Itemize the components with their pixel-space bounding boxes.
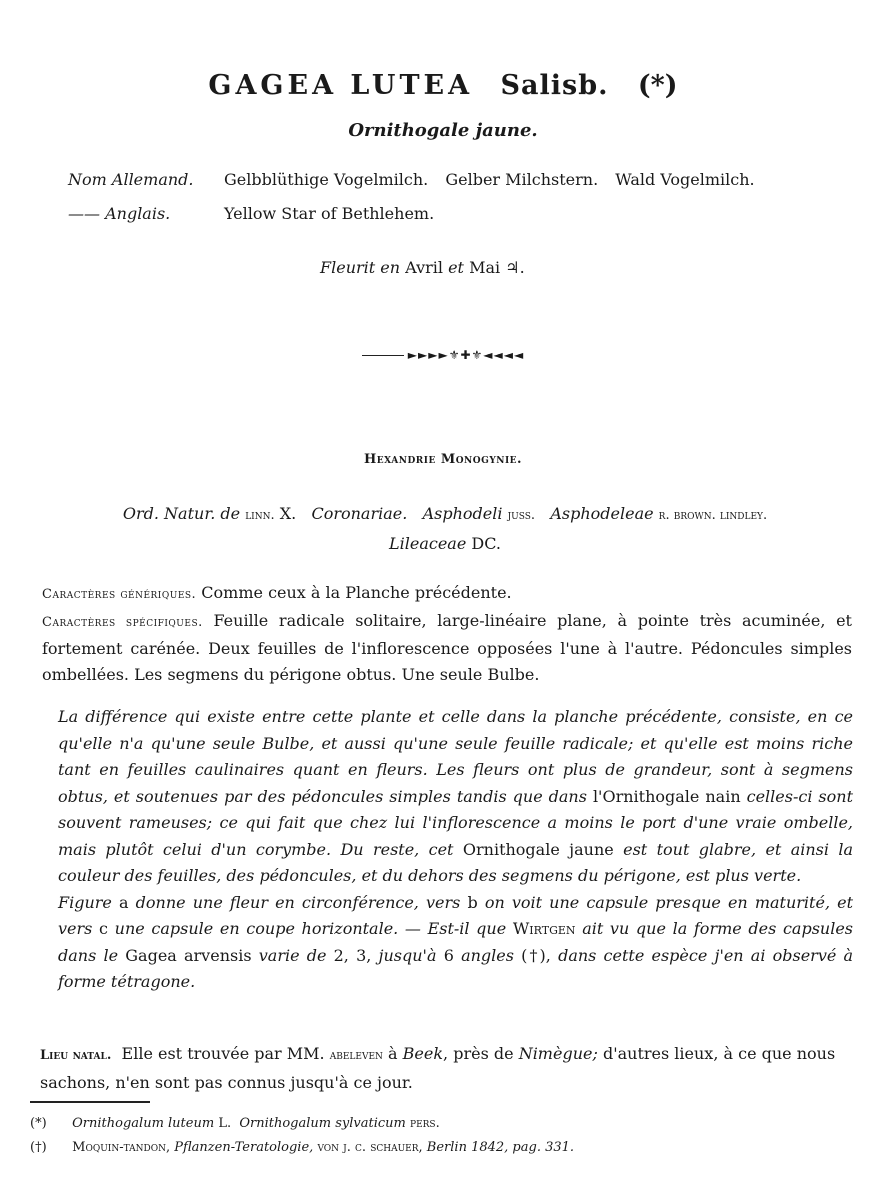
desc-text: celles-ci sont souvent rameuses; ce qui fait que chez lui l'inflorescence a moins le port d'une vraie ombelle, mais plutôt celui d'un corymbe. Du reste, cet [58,786,853,859]
footnote [30,1136,850,1160]
fig-text: dans cette espèce j'en ai observé à forme tétragone. [58,945,854,991]
fig-letter: c [99,919,108,938]
generic-label: Caractères génériques. [42,587,197,602]
footnote-ref: (†), [521,945,551,965]
footnote-rule [30,1101,150,1103]
habitat-text: , près de [443,1044,514,1063]
names-values [224,170,767,204]
place-beek: Beek [402,1044,444,1063]
author-brown: r. brown. lindley. [658,508,768,523]
fig-numbers: 2, 3, [333,945,372,965]
ornament-glyphs: ►►►►⚜✚⚜◄◄◄◄ [407,348,525,362]
desc-text: est tout glabre, et ainsi la couleur des feuilles, des pédoncules, et du dehors des segmens du périgone, est plus verte. [58,839,854,885]
title-main: GAGEA LUTEA [208,70,474,101]
footnote [30,1112,850,1136]
page-title [0,70,886,101]
ornament-divider [0,348,886,362]
footnote-text: Moquin-tandon, [72,1140,171,1155]
desc-text-roman: Ornithogale jaune [462,839,614,859]
fig-text: ait vu que la forme des capsules dans le [58,919,854,965]
flowering-word: et [448,258,464,277]
ord-prefix: Ord. Natur. de [122,504,241,523]
desc-text-roman: l'Ornithogale nain [592,786,741,806]
footnote-text: Berlin 1842, pag. 331. [426,1140,575,1155]
fig-letter: a [119,892,129,912]
page-subtitle: Ornithogale jaune. [348,120,538,141]
description-block [58,704,853,996]
generic-text: Comme ceux à la Planche précédente. [201,583,512,602]
flowering-month: Mai [469,258,501,277]
ord-lileaceae: Lileaceae [389,534,467,553]
fig-species: Gagea arvensis [125,945,252,965]
place-nimegue: Nimègue; [518,1044,598,1063]
fig-text: jusqu'à [378,945,437,965]
specific-text: Feuille radicale solitaire, large-linéaire plane, à pointe très acuminée, et fortement carénée. Deux feuilles de l'inflorescence opposées l'une à l'autre. Pédoncules simples ombellées. Les segmens du périgone obtus. Une seule Bulbe. [42,611,852,684]
author-juss: juss. [507,508,536,523]
specific-characters [40,608,852,688]
ord-coronariae: Coronariae. [311,504,408,523]
fig-text: Figure [58,892,112,912]
habitat-text: d'autres lieux, à ce que nous sachons, n'en sont pas connus jusqu'à ce jour. [40,1044,836,1092]
name-value: Yellow Star of Bethlehem. [224,204,435,223]
footnote-text: Ornithogalum sylvaticum [239,1116,406,1131]
collector-name: abeleven [329,1048,383,1063]
names-label: Nom Allemand. [68,170,194,189]
names-row-english [68,204,767,238]
name-value: Gelbblüthige Vogelmilch. [224,170,429,189]
title-footnote-mark: (*) [637,70,678,101]
flowering-word: Fleurit [320,258,376,277]
ord-asphodeli: Asphodeli [422,504,503,523]
footnote-text: L. [218,1116,232,1131]
names-row-german [68,170,767,204]
author-linn: linn. [245,508,275,523]
footnote-text: von j. c. schauer, [317,1140,423,1155]
fig-text: donne une fleur en circonférence, vers [135,892,461,912]
ord-number: X. [279,504,297,523]
characters-section [40,580,852,688]
description-paragraph [58,704,853,890]
specific-label: Caractères spécifiques. [42,615,203,630]
natural-order [50,500,840,558]
habitat-text: Elle est trouvée par MM. [121,1044,325,1063]
fig-text: on voit une capsule presque en maturité, et vers [58,892,854,938]
names-values [224,204,446,238]
habitat-paragraph [40,1040,852,1096]
perennial-symbol: ♃. [505,258,525,277]
fig-author: Wirtgen [512,919,576,938]
name-value: Gelber Milchstern. [445,170,599,189]
author-dc: DC. [471,534,501,553]
classification-heading: Hexandrie Monogynie. [363,452,523,467]
footnote-text: Ornithogalum luteum [72,1116,215,1131]
footnotes [30,1112,850,1160]
fig-numbers: 6 [443,945,454,965]
flowering-line [320,258,525,277]
desc-text: La différence qui existe entre cette plante et celle dans la planche précédente, consiste, en ce qu'elle n'a qu'une seule Bulbe, et aussi qu'une seule feuille radicale; et qu'elle est moins riche tant en feuilles caulinaires quant en fleurs. Les fleurs ont plus de grandeur, sont à segmens obtus, et soutenues par des pédoncules simples tandis que dans [58,707,853,806]
title-author: Salisb. [500,70,609,101]
footnote-text: Pflanzen-Teratologie, [174,1140,314,1155]
ornament-line [362,355,404,356]
habitat-label: Lieu natal. [40,1048,112,1063]
fig-text: varie de [258,945,327,965]
footnote-symbol: (*) [30,1116,47,1131]
fig-text: une capsule en coupe horizontale. — Est-il que [114,919,507,938]
fig-text: angles [461,945,514,965]
flowering-word: en [380,258,401,277]
name-value: Wald Vogelmilch. [615,170,755,189]
footnote-text: pers. [410,1116,440,1131]
ord-asphodeleae: Asphodeleae [550,504,654,523]
fig-letter: b [467,892,478,912]
generic-characters [40,580,852,608]
common-names [68,170,767,238]
footnote-symbol: (†) [30,1140,47,1155]
habitat-text: à [388,1044,398,1063]
names-label: —— Anglais. [68,204,171,223]
figure-paragraph [58,890,853,996]
flowering-month: Avril [405,258,443,277]
